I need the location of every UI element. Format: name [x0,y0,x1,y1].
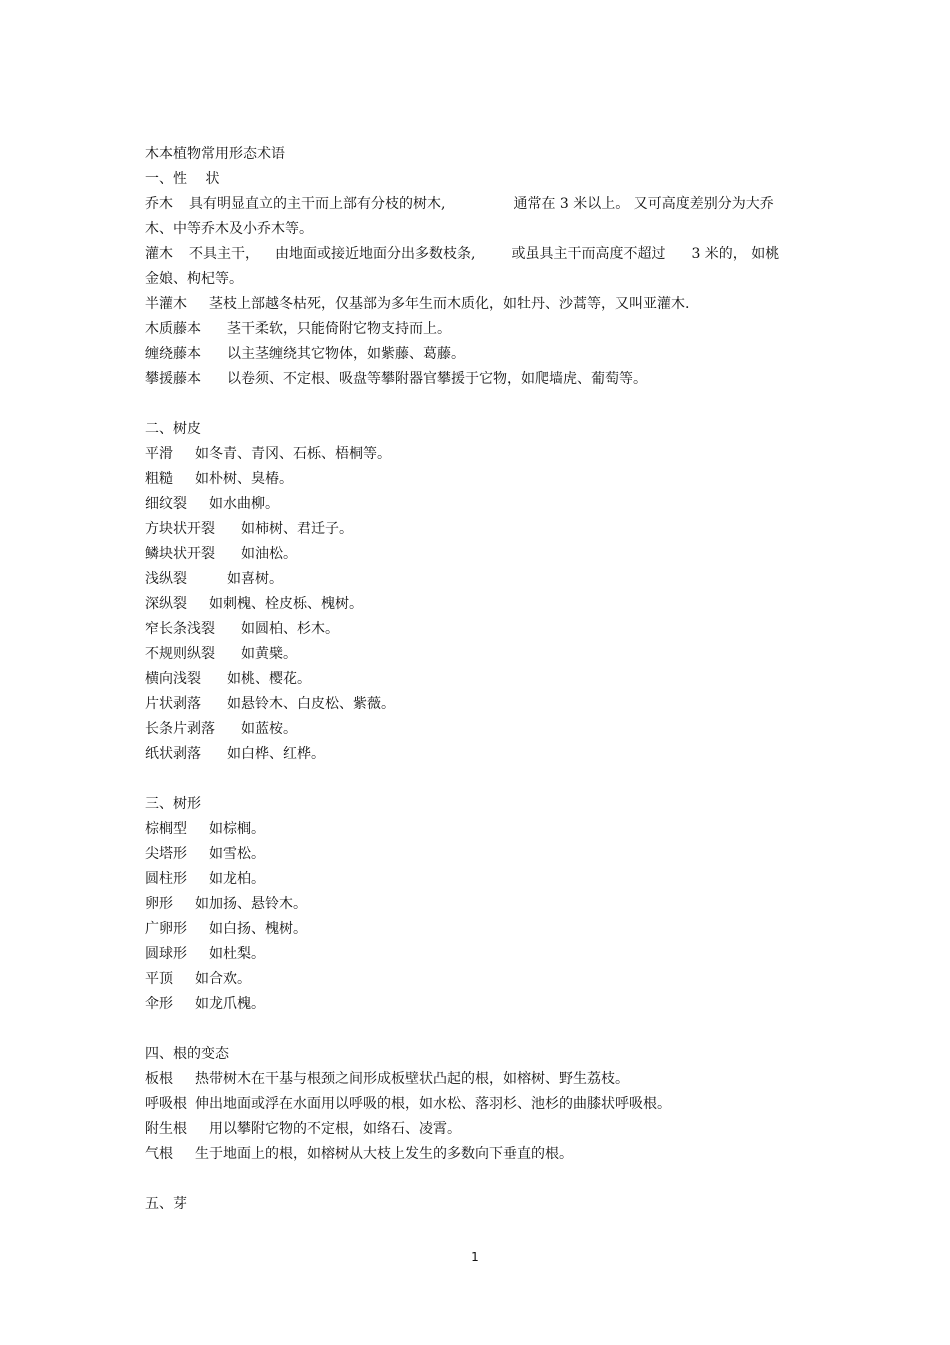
list-item [145,992,825,1017]
entry-definition: 如喜树。 [227,571,283,587]
section-heading-habit: 一、性 状 [145,171,220,187]
entry-term: 窄长条浅裂 [145,621,215,637]
list-item [145,817,825,842]
entry-term: 棕榈型 [145,821,187,837]
entry-definition: 如白扬、槐树。 [209,921,307,937]
spacer [145,392,825,417]
entry-definition: 如黄檗。 [241,646,297,662]
entry-term: 尖塔形 [145,846,187,862]
entry-definition: 不具主干， [189,246,259,262]
entry-definition: 如龙爪槐。 [195,996,265,1012]
entry-guanmu [145,242,825,267]
entry-banguanmu [145,292,825,317]
entry-term: 广卵形 [145,921,187,937]
entry-definition: 通常在 3 米以上。 又可高度差别分为大乔 [513,196,774,212]
entry-term: 灌木 [145,246,173,262]
entry-definition: 如龙柏。 [209,871,265,887]
entry-definition: 如圆柏、杉木。 [241,621,339,637]
entry-definition: 具有明显直立的主干而上部有分枝的树木, [189,196,446,212]
list-item [145,642,825,667]
entry-definition: 由地面或接近地面分出多数枝条, [275,246,476,262]
section-heading-bark: 二、树皮 [145,421,201,437]
entry-definition: 如柿树、君迁子。 [241,521,353,537]
entry-definition: 或虽具主干而高度不超过 [511,246,666,262]
entry-continuation: 金娘、枸杞等。 [145,271,243,287]
entry-term: 木质藤本 [145,321,201,337]
entry-definition: 茎枝上部越冬枯死，仅基部为多年生而木质化，如牡丹、沙蒿等，又叫亚灌木. [209,296,690,312]
entry-definition: 如杜梨。 [209,946,265,962]
entry-definition: 用以攀附它物的不定根，如络石、凌霄。 [209,1121,461,1137]
entry-term: 浅纵裂 [145,571,187,587]
entry-term: 圆球形 [145,946,187,962]
list-item [145,1067,825,1092]
section-heading-bud: 五、芽 [145,1196,187,1212]
entry-definition: 如水曲柳。 [209,496,279,512]
entry-term: 圆柱形 [145,871,187,887]
entry-term: 卵形 [145,896,173,912]
list-item [145,842,825,867]
entry-term: 乔木 [145,196,173,212]
entry-definition: 如朴树、臭椿。 [195,471,293,487]
list-item [145,917,825,942]
list-item [145,717,825,742]
entry-definition: 伸出地面或浮在水面用以呼吸的根，如水松、落羽杉、池杉的曲膝状呼吸根。 [195,1096,671,1112]
list-item [145,967,825,992]
list-item [145,867,825,892]
entry-term: 鳞块状开裂 [145,546,215,562]
entry-qiaomu [145,192,825,217]
entry-definition: 如白桦、红桦。 [227,746,325,762]
list-item [145,942,825,967]
entry-chanrao-tengben [145,342,825,367]
entry-definition: 3 米的， 如桃 [691,246,780,262]
list-item [145,692,825,717]
entry-term: 平顶 [145,971,173,987]
entry-term: 深纵裂 [145,596,187,612]
list-item [145,492,825,517]
entry-term: 不规则纵裂 [145,646,215,662]
spacer [145,1017,825,1042]
entry-term: 平滑 [145,446,173,462]
entry-definition: 生于地面上的根，如榕树从大枝上发生的多数向下垂直的根。 [195,1146,573,1162]
entry-term: 细纹裂 [145,496,187,512]
section-heading-tree-form: 三、树形 [145,796,201,812]
entry-definition: 如油松。 [241,546,297,562]
entry-term: 粗糙 [145,471,173,487]
list-item [145,892,825,917]
entry-term: 气根 [145,1146,173,1162]
document-title: 木本植物常用形态术语 [145,146,285,162]
document-body [145,142,825,1217]
bark-list [145,442,825,767]
entry-term: 长条片剥落 [145,721,215,737]
entry-term: 纸状剥落 [145,746,201,762]
entry-term: 伞形 [145,996,173,1012]
entry-term: 呼吸根 [145,1096,187,1112]
section-heading-root-modification: 四、根的变态 [145,1046,229,1062]
entry-definition: 如桃、樱花。 [227,671,311,687]
entry-definition: 如合欢。 [195,971,251,987]
entry-continuation: 木、中等乔木及小乔木等。 [145,221,313,237]
entry-panyuan-tengben [145,367,825,392]
entry-definition: 如蓝桉。 [241,721,297,737]
entry-term: 攀援藤本 [145,371,201,387]
entry-definition: 以主茎缠绕其它物体，如紫藤、葛藤。 [227,346,465,362]
spacer [145,767,825,792]
entry-term: 半灌木 [145,296,187,312]
entry-term: 缠绕藤本 [145,346,201,362]
list-item [145,517,825,542]
root-list [145,1067,825,1167]
entry-definition: 如冬青、青冈、石栎、梧桐等。 [195,446,391,462]
entry-term: 方块状开裂 [145,521,215,537]
entry-term: 横向浅裂 [145,671,201,687]
list-item [145,1092,825,1117]
list-item [145,442,825,467]
entry-definition: 如刺槐、栓皮栎、槐树。 [209,596,363,612]
entry-term: 附生根 [145,1121,187,1137]
entry-term: 片状剥落 [145,696,201,712]
entry-definition: 热带树木在干基与根颈之间形成板壁状凸起的根，如榕树、野生荔枝。 [195,1071,629,1087]
entry-definition: 如加扬、悬铃木。 [195,896,307,912]
entry-muzhi-tengben [145,317,825,342]
list-item [145,542,825,567]
entry-definition: 茎干柔软，只能倚附它物支持而上。 [227,321,451,337]
list-item [145,567,825,592]
list-item [145,617,825,642]
list-item [145,592,825,617]
spacer [145,1167,825,1192]
list-item [145,467,825,492]
entry-definition: 如棕榈。 [209,821,265,837]
entry-definition: 以卷须、不定根、吸盘等攀附器官攀援于它物，如爬墙虎、葡萄等。 [227,371,647,387]
tree-form-list [145,817,825,1017]
entry-term: 板根 [145,1071,173,1087]
entry-definition: 如悬铃木、白皮松、紫薇。 [227,696,395,712]
list-item [145,1142,825,1167]
list-item [145,667,825,692]
list-item [145,742,825,767]
page-number: 1 [471,1250,479,1264]
entry-definition: 如雪松。 [209,846,265,862]
list-item [145,1117,825,1142]
